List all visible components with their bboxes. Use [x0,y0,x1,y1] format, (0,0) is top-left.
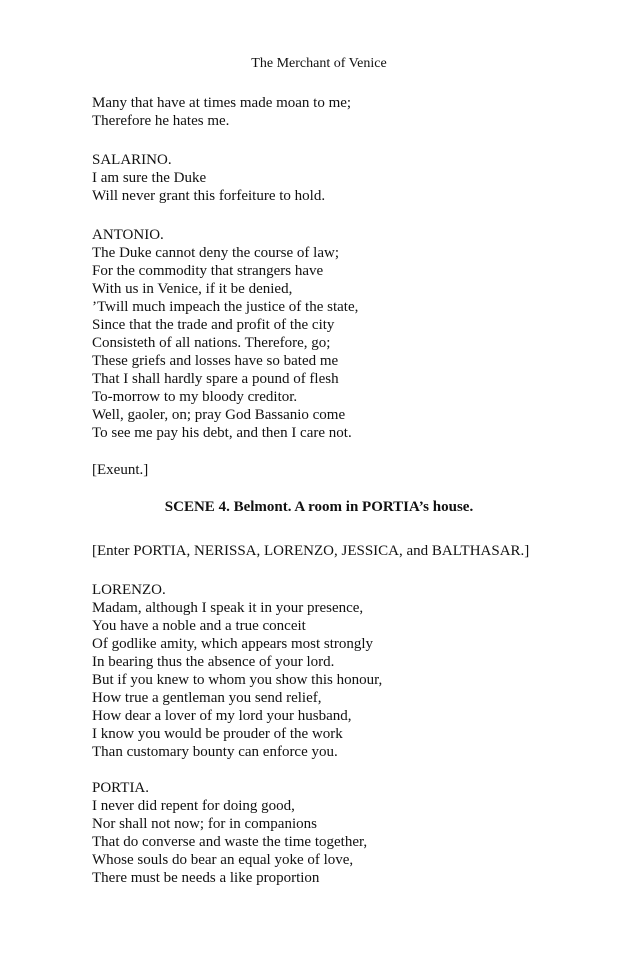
verse-line: I am sure the Duke [92,170,207,186]
verse-line: Madam, although I speak it in your presence, [92,600,364,616]
running-header: The Merchant of Venice [251,56,387,71]
verse-line: There must be needs a like proportion [92,870,320,886]
verse-line: I never did repent for doing good, [92,798,295,814]
verse-line: ’Twill much impeach the justice of the state, [92,299,359,315]
verse-line: For the commodity that strangers have [92,263,324,279]
verse-line: Well, gaoler, on; pray God Bassanio come [92,407,346,423]
speaker-name: PORTIA. [92,780,150,796]
verse-line: Consisteth of all nations. Therefore, go; [92,335,331,351]
speech-lorenzo [92,581,592,761]
speech-antonio [92,226,592,442]
verse-line: Since that the trade and profit of the city [92,317,335,333]
verse-line: Many that have at times made moan to me; [92,95,352,111]
verse-line: I know you would be prouder of the work [92,726,343,742]
stage-direction-exeunt [92,461,592,479]
verse-line: In bearing thus the absence of your lord. [92,654,335,670]
verse-line: How true a gentleman you send relief, [92,690,322,706]
speech-continuation [92,94,592,130]
verse-line: Therefore he hates me. [92,113,230,129]
verse-line: That do converse and waste the time together, [92,834,368,850]
stage-direction: [Enter PORTIA, NERISSA, LORENZO, JESSICA, and BALTHASAR.] [92,543,530,559]
speech-portia [92,779,592,887]
verse-line: The Duke cannot deny the course of law; [92,245,339,261]
verse-line: To-morrow to my bloody creditor. [92,389,298,405]
speaker-name: ANTONIO. [92,227,164,243]
verse-line: But if you knew to whom you show this honour, [92,672,383,688]
stage-direction-enter [92,542,592,560]
speaker-name: LORENZO. [92,582,166,598]
verse-line: You have a noble and a true conceit [92,618,306,634]
verse-line: That I shall hardly spare a pound of flesh [92,371,339,387]
verse-line: Than customary bounty can enforce you. [92,744,338,760]
verse-line: Whose souls do bear an equal yoke of love, [92,852,354,868]
verse-line: How dear a lover of my lord your husband, [92,708,352,724]
verse-line: Of godlike amity, which appears most strongly [92,636,374,652]
verse-line: Will never grant this forfeiture to hold. [92,188,326,204]
speech-salarino [92,151,592,205]
speaker-name: SALARINO. [92,152,172,168]
scene-heading: SCENE 4. Belmont. A room in PORTIA’s house. [164,499,474,515]
verse-line: Nor shall not now; for in companions [92,816,317,832]
verse-line: With us in Venice, if it be denied, [92,281,293,297]
verse-line: To see me pay his debt, and then I care not. [92,425,352,441]
stage-direction: [Exeunt.] [92,462,149,478]
verse-line: These griefs and losses have so bated me [92,353,339,369]
